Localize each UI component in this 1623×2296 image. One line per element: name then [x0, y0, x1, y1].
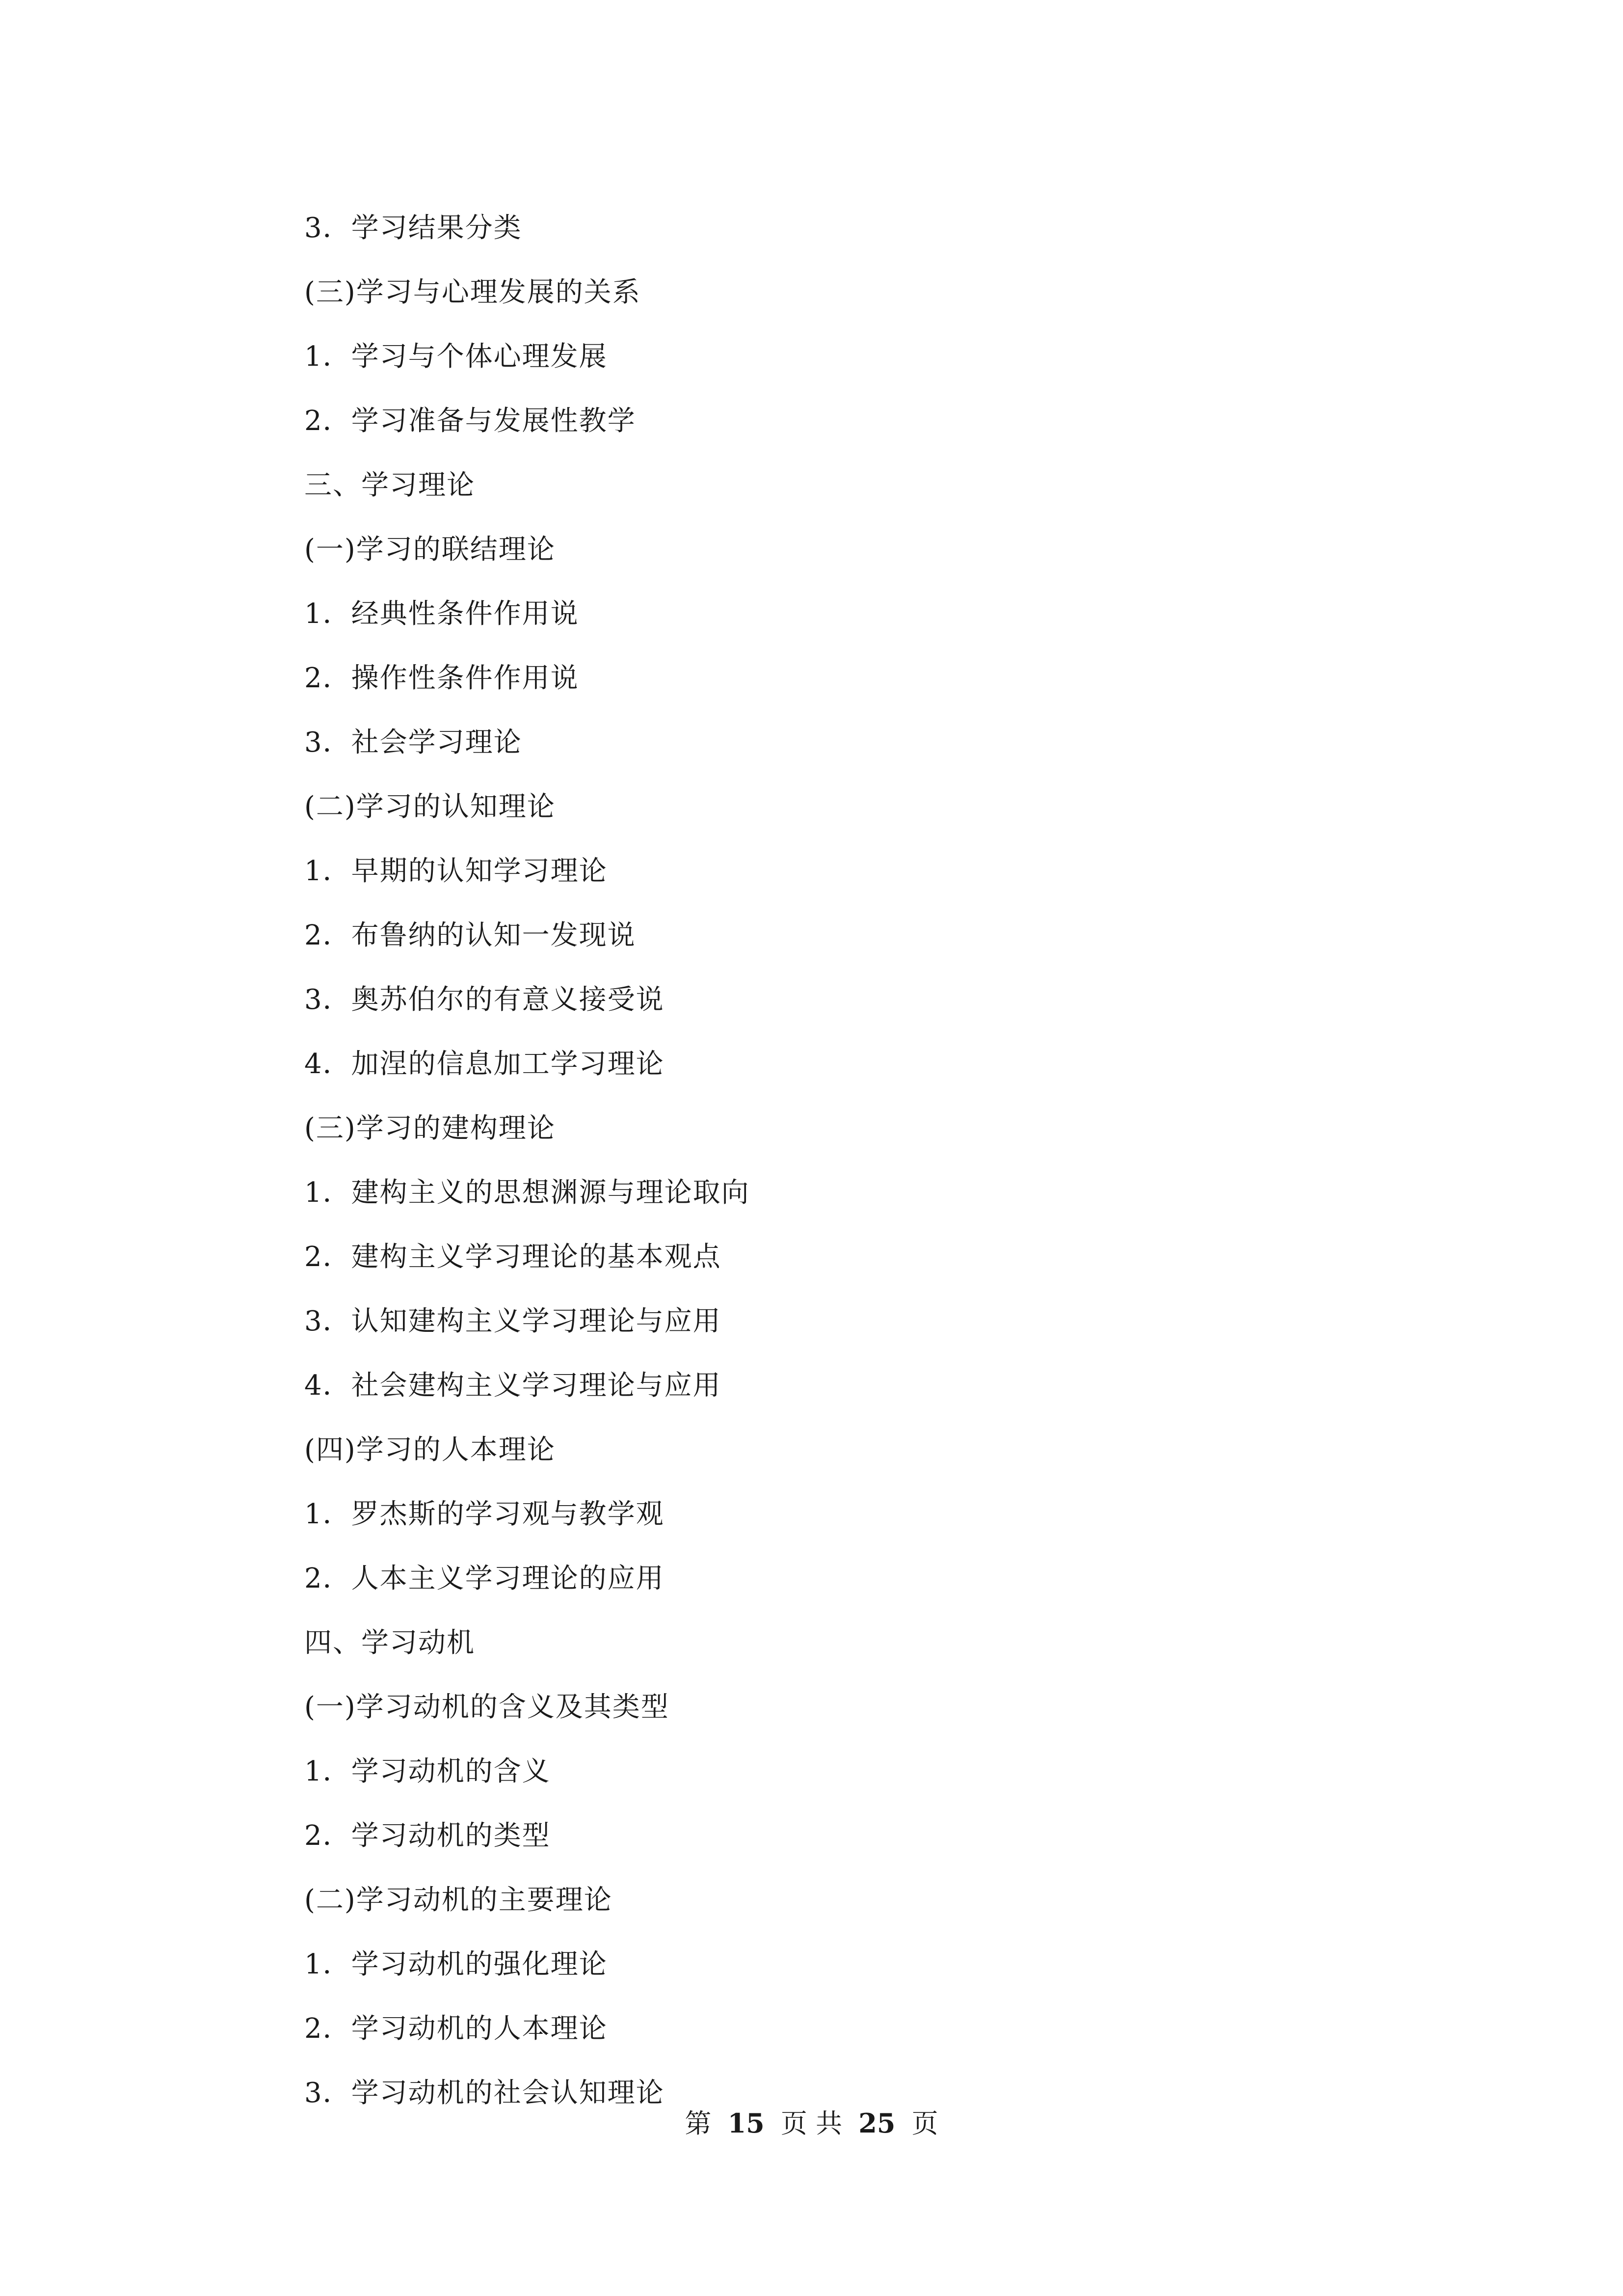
outline-line-text: 三、学习理论: [304, 469, 475, 501]
outline-line-text: (一)学习动机的含义及其类型: [304, 1691, 669, 1723]
outline-line-text: (二)学习动机的主要理论: [304, 1884, 612, 1916]
outline-line-text: 1．学习动机的含义: [304, 1756, 551, 1787]
outline-line-text: 四、学习动机: [304, 1627, 475, 1659]
footer-middle: 页 共: [780, 2108, 843, 2139]
list-item: [304, 1361, 1433, 1426]
outline-line-text: 2．操作性条件作用说: [304, 662, 579, 694]
list-item: [304, 847, 1433, 911]
outline-list: [304, 204, 1433, 2133]
list-item: [304, 1747, 1433, 1811]
list-item: [304, 1168, 1433, 1233]
list-item: [304, 397, 1433, 461]
outline-line-text: 2．学习准备与发展性教学: [304, 405, 636, 437]
outline-line-text: 1．罗杰斯的学习观与教学观: [304, 1498, 665, 1530]
list-item: [304, 1233, 1433, 1297]
outline-line-text: (三)学习与心理发展的关系: [304, 276, 641, 308]
outline-line-text: 3．奥苏伯尔的有意义接受说: [304, 984, 665, 1016]
total-pages-number: 25: [858, 2107, 896, 2139]
list-item: [304, 2004, 1433, 2069]
outline-line-text: (三)学习的建构理论: [304, 1112, 556, 1144]
current-page-number: 15: [727, 2107, 765, 2139]
list-item: [304, 1554, 1433, 1619]
outline-line-text: 1．建构主义的思想渊源与理论取向: [304, 1177, 750, 1209]
outline-line-text: 2．布鲁纳的认知一发现说: [304, 919, 636, 951]
outline-line-text: (二)学习的认知理论: [304, 791, 556, 823]
footer-suffix: 页: [911, 2108, 938, 2139]
list-item: [304, 1490, 1433, 1554]
list-item: [304, 1811, 1433, 1876]
list-item: [304, 718, 1433, 783]
outline-line-text: 4．社会建构主义学习理论与应用: [304, 1370, 721, 1402]
list-item: [304, 525, 1433, 590]
outline-line-text: 3．学习动机的社会认知理论: [304, 2077, 665, 2109]
page-footer: [0, 2104, 1623, 2143]
list-item: [304, 1104, 1433, 1168]
list-item: [304, 1683, 1433, 1747]
list-item: [304, 1040, 1433, 1104]
list-item: [304, 1297, 1433, 1361]
outline-line-text: 2．学习动机的人本理论: [304, 2013, 608, 2045]
list-item: [304, 1619, 1433, 1683]
footer-prefix: 第: [685, 2108, 712, 2139]
outline-line-text: 1．经典性条件作用说: [304, 598, 579, 630]
list-item: [304, 204, 1433, 268]
outline-line-text: (四)学习的人本理论: [304, 1434, 556, 1466]
outline-line-text: 3．认知建构主义学习理论与应用: [304, 1305, 721, 1337]
list-item: [304, 268, 1433, 332]
list-item: [304, 332, 1433, 397]
list-item: [304, 1876, 1433, 1940]
outline-line-text: 1．早期的认知学习理论: [304, 855, 608, 887]
outline-line-text: 3．社会学习理论: [304, 727, 522, 758]
outline-line-text: 2．建构主义学习理论的基本观点: [304, 1241, 721, 1273]
list-item: [304, 783, 1433, 847]
list-item: [304, 1426, 1433, 1490]
list-item: [304, 590, 1433, 654]
list-item: [304, 654, 1433, 718]
outline-line-text: 3．学习结果分类: [304, 212, 522, 244]
outline-line-text: 2．学习动机的类型: [304, 1820, 551, 1852]
list-item: [304, 1940, 1433, 2004]
outline-line-text: 1．学习动机的强化理论: [304, 1948, 608, 1980]
outline-line-text: 2．人本主义学习理论的应用: [304, 1563, 665, 1594]
outline-line-text: 4．加涅的信息加工学习理论: [304, 1048, 665, 1080]
list-item: [304, 975, 1433, 1040]
outline-line-text: (一)学习的联结理论: [304, 534, 556, 566]
list-item: [304, 461, 1433, 525]
outline-line-text: 1．学习与个体心理发展: [304, 341, 608, 373]
list-item: [304, 911, 1433, 975]
